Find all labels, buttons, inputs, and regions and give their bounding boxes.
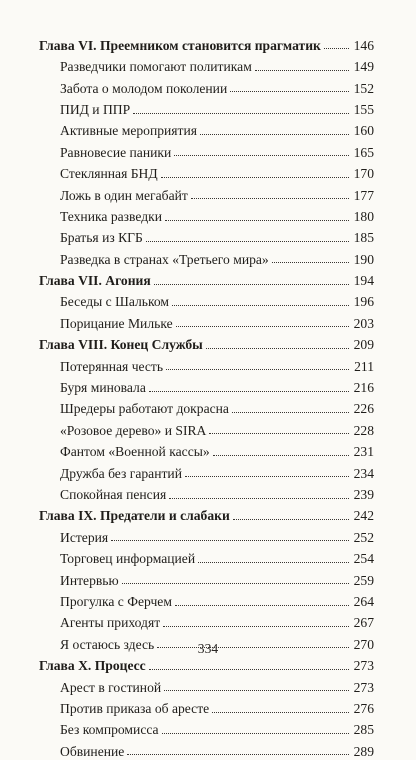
toc-entry-page: 146: [353, 37, 374, 53]
dot-leader: [146, 241, 349, 242]
toc-entry-page: 160: [353, 123, 374, 139]
dot-leader: [233, 519, 349, 520]
toc-entry-title: Буря миновала: [60, 380, 146, 396]
dot-leader: [176, 326, 349, 327]
toc-entry-page: 180: [353, 208, 374, 224]
toc-entry-page: 209: [353, 337, 374, 353]
toc-entry-title: Обвинение: [60, 743, 125, 759]
toc-entry-page: 273: [353, 679, 374, 695]
dot-leader: [230, 91, 349, 92]
toc-entry-page: 190: [353, 251, 374, 267]
dot-leader: [198, 562, 349, 563]
dot-leader: [161, 177, 349, 178]
toc-section-entry: [39, 739, 374, 760]
toc-section-entry: [39, 397, 374, 418]
dot-leader: [111, 540, 349, 541]
toc-section-entry: [39, 589, 374, 610]
toc-entry-title: ПИД и ППР: [60, 101, 131, 117]
toc-section-entry: [39, 311, 374, 332]
toc-entry-title: Беседы с Шальком: [60, 294, 170, 310]
toc-entry-page: 155: [353, 101, 374, 117]
toc-section-entry: [39, 718, 374, 739]
toc-section-entry: [39, 418, 374, 439]
toc-entry-page: 252: [353, 529, 374, 545]
toc-section-entry: [39, 183, 374, 204]
dot-leader: [324, 48, 349, 49]
toc-section-entry: [39, 675, 374, 696]
dot-leader: [149, 669, 349, 670]
dot-leader: [163, 626, 349, 627]
toc-entry-title: Ложь в один мегабайт: [60, 187, 188, 203]
toc-chapter-entry: [39, 33, 374, 54]
toc-entry-page: 234: [353, 465, 374, 481]
toc-section-entry: [39, 226, 374, 247]
toc-entry-page: 267: [353, 615, 374, 631]
dot-leader: [272, 262, 349, 263]
toc-entry-title: Глава VII. Агония: [39, 273, 151, 289]
toc-entry-title: Дружба без гарантий: [60, 465, 182, 481]
toc-entry-title: Агенты приходят: [60, 615, 161, 631]
dot-leader: [149, 391, 349, 392]
dot-leader: [154, 284, 349, 285]
toc-entry-title: Я остаюсь здесь: [60, 636, 155, 652]
dot-leader: [169, 498, 349, 499]
toc-entry-title: Спокойная пенсия: [60, 487, 167, 502]
toc-entry-title: Шредеры работают докрасна: [60, 401, 229, 417]
toc-entry-title: Торговец информацией: [60, 551, 196, 567]
toc-entry-page: 203: [353, 315, 374, 331]
toc-entry-page: 231: [353, 444, 374, 460]
toc-chapter-entry: [39, 504, 374, 525]
toc-entry-page: 264: [353, 593, 374, 609]
toc-entry-page: 285: [353, 722, 374, 738]
toc-section-entry: [39, 354, 374, 375]
toc-section-entry: [39, 568, 374, 589]
toc-entry-page: 228: [353, 422, 374, 438]
toc-entry-title: Глава VI. Преемником становится прагматик: [39, 37, 321, 53]
toc-section-entry: [39, 76, 374, 97]
toc-section-entry: [39, 611, 374, 632]
toc-section-entry: [39, 119, 374, 140]
toc-entry-title: «Розовое дерево» и SIRA: [60, 422, 207, 438]
dot-leader: [185, 476, 349, 477]
dot-leader: [212, 712, 349, 713]
toc-entry-page: 177: [353, 187, 374, 203]
toc-section-entry: [39, 140, 374, 161]
dot-leader: [133, 113, 349, 114]
toc-section-entry: [39, 461, 374, 482]
toc-entry-page: 259: [353, 572, 374, 588]
toc-entry-title: Интервью: [60, 572, 119, 588]
toc-entry-page: 276: [353, 700, 374, 716]
toc-entry-title: Глава X. Процесс: [39, 658, 146, 674]
toc-chapter-entry: [39, 332, 374, 353]
toc-entry-title: Глава IX. Предатели и слабаки: [39, 508, 230, 524]
toc-section-entry: [39, 97, 374, 118]
dot-leader: [166, 369, 349, 370]
toc-entry-title: Арест в гостиной: [60, 679, 162, 695]
toc-entry-title: Забота о молодом поколении: [60, 80, 228, 96]
dot-leader: [232, 412, 349, 413]
toc-section-entry: [39, 290, 374, 311]
toc-entry-title: Глава VIII. Конец Службы: [39, 337, 203, 353]
toc-chapter-entry: [39, 268, 374, 289]
toc-entry-title: Равновесие паники: [60, 144, 172, 160]
toc-section-entry: [39, 439, 374, 460]
toc-entry-title: Активные мероприятия: [60, 123, 198, 139]
toc-section-entry: [39, 161, 374, 182]
toc-entry-page: 185: [353, 230, 374, 246]
toc-entry-page: 289: [353, 743, 374, 759]
toc-entry-page: 196: [353, 294, 374, 310]
dot-leader: [255, 70, 349, 71]
toc-entry-page: 152: [353, 80, 374, 96]
dot-leader: [172, 305, 349, 306]
toc-entry-title: Братья из КГБ: [60, 230, 143, 246]
toc-section-entry: [39, 482, 374, 503]
toc-entry-page: 149: [353, 59, 374, 75]
toc-section-entry: [39, 525, 374, 546]
toc-section-entry: [39, 375, 374, 396]
toc-section-entry: [39, 696, 374, 717]
dot-leader: [191, 198, 349, 199]
toc-section-entry: [39, 54, 374, 75]
toc-entry-title: Без компромисса: [60, 722, 159, 738]
toc-entry-title: Прогулка с Ферчем: [60, 593, 172, 609]
toc-entry-title: Стеклянная БНД: [60, 166, 158, 182]
toc-entry-page: 270: [353, 636, 374, 652]
toc-entry-page: 165: [353, 144, 374, 160]
toc-entry-page: 254: [353, 551, 374, 567]
toc-entry-title: Разведка в странах «Третьего мира»: [60, 251, 269, 267]
dot-leader: [213, 455, 349, 456]
toc-entry-page: 170: [353, 166, 374, 182]
toc-section-entry: [39, 204, 374, 225]
toc-entry-page: 239: [353, 487, 374, 502]
toc-entry-title: Потерянная честь: [60, 358, 164, 374]
dot-leader: [162, 733, 349, 734]
page-number: 334: [197, 641, 219, 656]
dot-leader: [209, 433, 349, 434]
dot-leader: [174, 155, 349, 156]
dot-leader: [206, 348, 349, 349]
toc-section-entry: [39, 546, 374, 567]
toc-entry-title: Разведчики помогают политикам: [60, 59, 252, 75]
toc-entry-title: Истерия: [60, 529, 109, 545]
toc-entry-page: 242: [353, 508, 374, 524]
toc-entry-page: 194: [353, 273, 374, 289]
dot-leader: [164, 690, 349, 691]
toc-entry-title: Против приказа об аресте: [60, 700, 210, 716]
toc-section-entry: [39, 247, 374, 268]
toc-entry-title: Порицание Мильке: [60, 315, 173, 331]
dot-leader: [127, 754, 349, 755]
dot-leader: [165, 220, 349, 221]
toc-entry-page: 273: [353, 658, 374, 674]
toc-entry-title: Фантом «Военной кассы»: [60, 444, 210, 460]
toc-entry-page: 211: [354, 358, 374, 374]
toc-entry-page: 216: [353, 380, 374, 396]
toc-entry-title: Техника разведки: [60, 208, 163, 224]
dot-leader: [175, 605, 349, 606]
toc-entry-page: 226: [353, 401, 374, 417]
dot-leader: [200, 134, 349, 135]
dot-leader: [122, 583, 349, 584]
